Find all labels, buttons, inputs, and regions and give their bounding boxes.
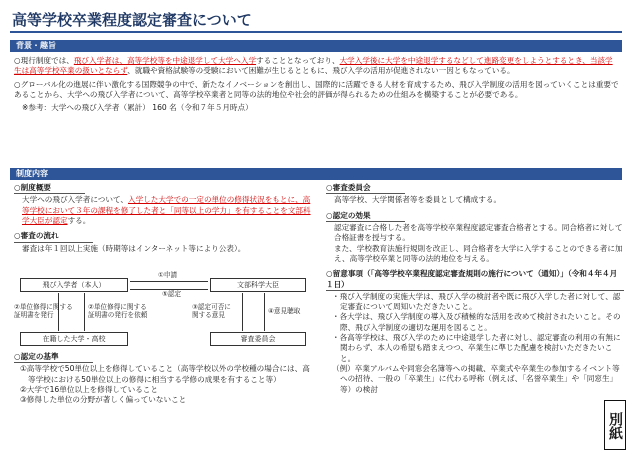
certificate-request-label: [88, 304, 147, 320]
certify-label: ⑤認定: [162, 290, 182, 298]
notes-heading: ○留意事項（「高等学校卒業程度認定審査規則の施行について（通知）」（令和４年４月１日）: [326, 269, 624, 291]
right-column: [326, 183, 624, 395]
title-divider: [10, 31, 622, 33]
text-span: 、就職や資格試験等の受験において困難が生じるとともに、飛び入学の活用が促進されない一因ともなっている。: [127, 66, 515, 76]
text-span: する。: [67, 215, 91, 225]
criteria-item-1: ①高等学校で50単位以上を修得していること（高等学校以外の学校種の場合には、高等学校における50単位以上の修得に相当する学修の成果を有すること等）: [20, 364, 310, 384]
effect-text-2: また、学校教育法施行規則を改正し、同合格者を大学に入学することのできる者に加え、高等学校卒業と同等の法的地位を与える。: [334, 243, 623, 263]
criteria-heading: ○認定の基準: [14, 352, 93, 363]
certificate-issue-label: [14, 304, 73, 320]
text-span: 大学への飛び入学者について、: [22, 195, 129, 205]
review-flow-diagram: [14, 271, 316, 348]
school-box: 在籍した大学・高校: [20, 332, 128, 346]
apply-label: ①申請: [158, 271, 178, 279]
effect-heading: ○認定の効果: [326, 211, 405, 222]
emphasis-text: 入学した大学での一定の単位の修得状況をもとに、高等学校において３年の課程を修了した者と「同等以上の学力」を有することを文部科学大臣が認定: [22, 195, 311, 225]
mext-box: 文部科学大臣: [210, 278, 306, 292]
section-header-background: [10, 40, 622, 52]
apply-arrow: [130, 281, 208, 282]
label-line: 証明書の発行を依頼: [88, 310, 148, 319]
emphasis-text: 飛び入学者は、高等学校等を中途退学して大学へ入学: [73, 56, 257, 65]
note-item-4: （例）卒業アルバムや同窓会名簿等への掲載、卒業式や卒業生の参加するイベント等への招待、一般の「卒業生」に代わる呼称（例えば、「名誉卒業生」や「同窓生」等）の検討: [332, 364, 620, 394]
label-line: 関する意見: [192, 310, 225, 319]
text-span: することとなっており、: [256, 56, 340, 65]
note-item-2: ・各大学は、飛び入学制度の導入及び積極的な活用を改めて検討されたいこと。その際、飛び入学制度の適切な運用を図ること。: [332, 312, 621, 332]
hearing-arrow: [264, 293, 265, 331]
overview-heading: ○制度概要: [14, 183, 85, 194]
hearing-label: ④意見聴取: [268, 307, 301, 315]
flow-heading: ○審査の流れ: [14, 231, 93, 242]
note-item-1: ・飛び入学制度の実施大学は、飛び入学の検討者や既に飛び入学した者に対して、認定審査について周知いただきたいこと。: [332, 291, 621, 312]
flow-description: 審査は年１回以上実施（時期等はインターネット等により公表）。: [22, 243, 246, 253]
emphasis-text: 大学入学後に大学を中途退学するなどして進路変更をしようとするとき、当該学生は高等学校卒業の扱いとならず: [14, 56, 613, 76]
criteria-item-2: ②大学で16単位以上を修得していること: [20, 384, 158, 394]
effect-text-1: 認定審査に合格した者を高等学校卒業程度認定審査合格者とする。同合格者に対して合格証書を授与する。: [334, 222, 623, 243]
label-line: ③認定可否に: [192, 303, 231, 311]
opinion-arrow: [242, 293, 243, 331]
label-line: ②単位修得に関する: [88, 303, 147, 311]
page-title: 高等学校卒業程度認定審査について: [12, 11, 252, 29]
committee-text: 高等学校、大学関係者等を委員として構成する。: [334, 195, 502, 205]
certificate-request-arrow: [84, 293, 85, 331]
label-line: 証明書を発行: [14, 310, 54, 319]
attachment-stamp: 別紙: [604, 400, 626, 450]
section-header-label: 制度内容: [16, 169, 48, 178]
committee-box: 審査委員会: [210, 332, 306, 346]
section-header-label: 背景・趣旨: [16, 41, 56, 50]
label-line: ②単位修得に関する: [14, 303, 73, 311]
background-text: [14, 56, 620, 117]
background-paragraph-2: ○グローバル化の進展に伴い激化する国際競争の中で、新たなイノベーションを創出し、国際的に活躍できる人材を育成するため、飛び入学制度の活用を図っていくことは重要であることから、大学への飛び入学者について、高等学校卒業者と同等の法的地位や社会的評価が得られるための仕組みを構築することが必要である。: [14, 79, 619, 99]
applicant-box: 飛び入学者（本人）: [20, 278, 128, 292]
committee-heading: ○審査委員会: [326, 183, 405, 194]
criteria-item-3: ③修得した単位の分野が著しく偏っていないこと: [20, 395, 187, 405]
text-span: ○現行制度では、: [14, 56, 74, 65]
background-paragraph-1: [14, 56, 620, 77]
section-header-system: [10, 168, 622, 180]
background-reference-note: ※参考：大学への飛び入学者（累計） 160 名（令和７年５月時点）: [22, 103, 253, 113]
opinion-label: [192, 304, 231, 320]
criteria-block: [14, 352, 316, 406]
overview-text: [14, 195, 316, 226]
note-item-3: ・各高等学校は、飛び入学のために中途退学した者に対し、認定審査の利用の有無に関わらず、本人の希望も踏まえつつ、卒業生に準じた配慮を検討いただきたいこと。: [332, 333, 621, 363]
left-column: [14, 183, 316, 254]
